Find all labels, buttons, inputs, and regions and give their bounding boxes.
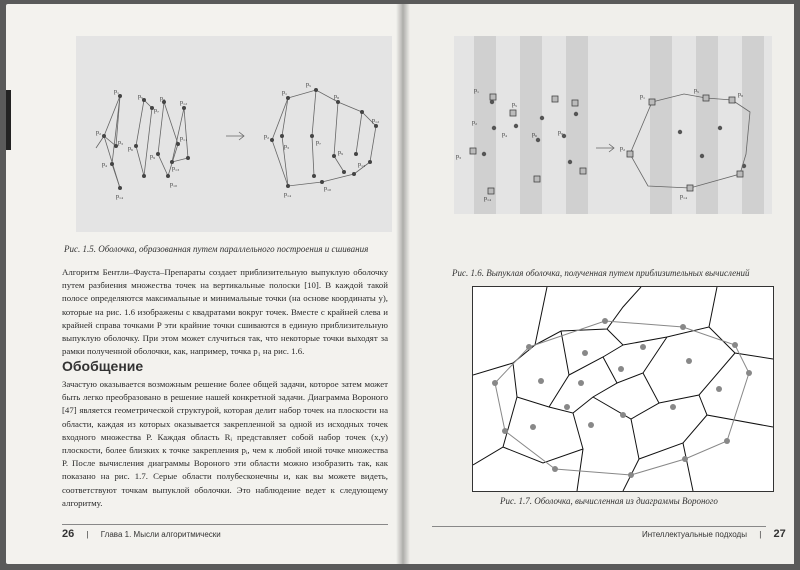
fig15-label: p₁₀ — [170, 182, 178, 188]
fig15-label: p₇ — [316, 140, 322, 146]
fig16-label: p₈ — [558, 130, 564, 136]
left-page-footer: 26 | Глава 1. Мысли алгоритмически — [62, 528, 221, 540]
paragraph-generalization: Зачастую оказывается возможным решение более общей задачи, которое затем может быть легко преобразовано в решение нашей конкретной задачи. Диаграмма Вороного [47] является геометрической структурой, которая делит набор точек на плоскости на области, каждая из которых оказывается закрепленной за одной из исходных точек входного множества P. Каждая область Rᵢ представляет собой набор точек (x,y) плоскости, более близких к точке закрепления pᵢ, чем к любой иной точке множества P. После вычисления диаграммы Вороного эти области можно изобразить так, как показано на рис. 1.7. Серые области полубесконечны и, как вы можете видеть, соответствуют точкам выпуклой оболочки. Это наблюдение ведет к следующему алгоритму. — [62, 379, 388, 508]
fig16-label: p₆ — [532, 132, 538, 138]
figure-1-7 — [472, 286, 774, 492]
footer-rule — [62, 524, 388, 525]
fig15-label: p₁₃ — [172, 166, 180, 172]
fig16-label: p₃ — [456, 154, 462, 160]
fig16-label: p₁₄ — [484, 196, 492, 202]
fig16-label: p₁₄ — [680, 194, 688, 200]
right-page-footer: Интеллектуальные подходы | 27 — [642, 528, 786, 540]
fig15-label: p₁₄ — [116, 194, 124, 200]
fig15-label: p₆ — [128, 146, 134, 152]
page-number: 26 — [62, 528, 75, 540]
fig15-label: p₄ — [102, 162, 108, 168]
figure-1-5 — [76, 36, 392, 232]
fig15-label: p₉ — [150, 154, 156, 160]
fig15-label: p₂ — [264, 134, 270, 140]
figure-1-5-drawing — [76, 36, 392, 232]
paragraph-bentley-faust-preparata: Алгоритм Бентли–Фауста–Препараты создает приблизительную выпуклую оболочку путем разбиения множества точек на вертикальные полоски [10]. В каждой такой полосе определяются максимальные и минимальные точки (на основе координаты y), которые на рис. 1.6 изображены с квадратами вокруг точек. Вместе с крайней слева и крайней справа точками P эти крайние точки сшиваются в единую приблизительную выпуклую оболочку. При этом может случиться так, что некоторые точки выходят за рамки полученной оболочки, как, например, точка p₁ на рис. 1.6. — [62, 267, 388, 357]
fig15-label: p₁₀ — [324, 186, 332, 192]
fig16-label: p₁ — [474, 88, 480, 94]
chapter-title: Глава 1. Мысли алгоритмически — [100, 530, 221, 539]
fig15-label: p₁₄ — [284, 192, 292, 198]
fig15-label: p₂ — [96, 130, 102, 136]
page-number: 27 — [773, 528, 786, 540]
figure-1-6-drawing — [454, 36, 772, 214]
right-page — [402, 4, 794, 564]
figure-1-5-caption: Рис. 1.5. Оболочка, образованная путем параллельного построения и сшивания — [64, 244, 369, 254]
fig15-label: p₃ — [284, 144, 290, 150]
fig16-label: p₅ — [694, 88, 700, 94]
fig16-label: p₈ — [738, 92, 744, 98]
fig16-label: p₂ — [472, 120, 478, 126]
figure-1-7-caption: Рис. 1.7. Оболочка, вычисленная из диаграммы Вороного — [500, 496, 718, 506]
page-edge-marker — [6, 90, 11, 150]
fig15-label: p₅ — [138, 94, 144, 100]
section-title: Интеллектуальные подходы — [642, 530, 747, 539]
fig15-label: p₁₁ — [180, 136, 188, 142]
fig15-label: p₁₂ — [372, 118, 380, 124]
footer-rule — [432, 526, 766, 527]
fig15-label: p₃ — [118, 140, 124, 146]
fig15-label: p₁₃ — [358, 162, 366, 168]
fig16-label: p₅ — [512, 102, 518, 108]
section-heading: Обобщение — [62, 358, 144, 374]
left-page — [6, 4, 402, 564]
fig15-label: p₇ — [154, 108, 160, 114]
fig16-label: p₁ — [640, 94, 646, 100]
book-gutter — [396, 4, 410, 564]
fig15-label: p₉ — [338, 150, 344, 156]
fig15-label: p₈ — [334, 94, 340, 100]
figure-1-6-caption: Рис. 1.6. Выпуклая оболочка, полученная путем приблизительных вычислений — [452, 268, 750, 278]
fig16-label: p₄ — [502, 132, 508, 138]
fig15-label: p₅ — [306, 82, 312, 88]
fig15-label: p₁ — [114, 89, 120, 95]
fig15-label: p₁₂ — [180, 100, 188, 106]
fig16-label: p₂ — [620, 146, 626, 152]
fig15-label: p₁ — [282, 90, 288, 96]
voronoi-diagram — [473, 287, 773, 491]
fig15-label: p₈ — [160, 96, 166, 102]
figure-1-6 — [454, 36, 772, 214]
